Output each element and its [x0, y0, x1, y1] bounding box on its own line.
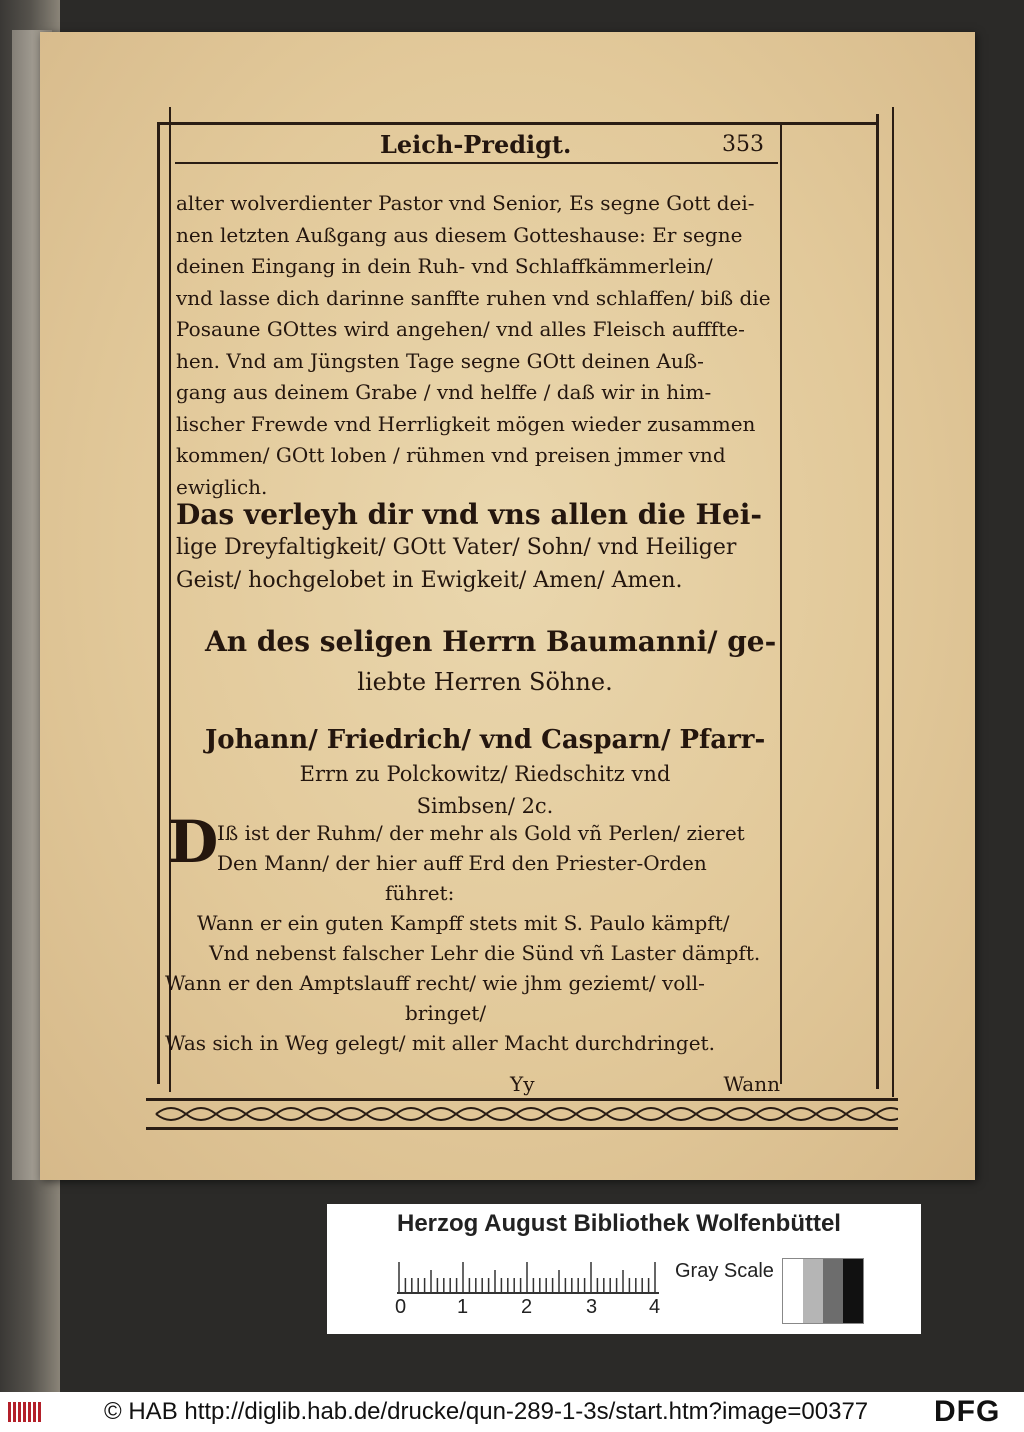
text-line: ewiglich.: [176, 474, 268, 499]
text-line: Das verleyh dir vnd vns allen die Hei-: [176, 498, 763, 531]
text-line: alter wolverdienter Pastor vnd Senior, Es segne Gott dei-: [176, 191, 755, 215]
text-line: lige Dreyfaltigkeit/ GOtt Vater/ Sohn/ vnd Heiliger: [176, 535, 737, 560]
poem-line: Wann er den Amptslauff recht/ wie jhm geziemt/ voll-: [165, 971, 705, 995]
swatch: [843, 1259, 863, 1323]
poem: [165, 818, 780, 1058]
text-line: nen letzten Außgang aus diesem Gotteshause: Er segne: [176, 222, 743, 247]
ornamental-border: [146, 1096, 898, 1132]
text-line: vnd lasse dich darinne sanffte ruhen vnd schlaffen/ biß die: [176, 285, 771, 310]
text-line: deinen Eingang in dein Ruh- vnd Schlaffkämmerlein/: [176, 254, 713, 278]
dedication-heading: [205, 622, 777, 702]
poem-line: Wann er ein guten Kampff stets mit S. Paulo kämpft/: [197, 911, 730, 935]
poem-line: bringet/: [405, 1001, 487, 1025]
heading-line: Errn zu Polckowitz/ Riedschitz vnd: [299, 762, 671, 786]
heading-line: Simbsen/ 2c.: [416, 794, 554, 818]
swatch: [783, 1259, 803, 1323]
ruler-number: 1: [457, 1296, 469, 1318]
color-reference-card: [327, 1204, 921, 1334]
frame-rule-right-outer: [892, 107, 894, 1097]
text-line: Geist/ hochgelobet in Ewigkeit/ Amen/ Amen.: [176, 568, 683, 593]
text-line: kommen/ GOtt loben / rühmen vnd preisen jmmer vnd: [176, 443, 726, 467]
frame-rule-right: [876, 114, 879, 1089]
text-line: hen. Vnd am Jüngsten Tage segne GOtt deinen Auß-: [176, 348, 704, 373]
drop-capital: D: [168, 808, 219, 876]
text-line: gang aus deinem Grabe / vnd helffe / daß wir in him-: [176, 380, 712, 404]
ruler-number: 4: [649, 1296, 661, 1318]
frame-rule-inner-right: [780, 124, 782, 1084]
heading-line: Johann/ Friedrich/ vnd Casparn/ Pfarr-: [205, 725, 766, 755]
footer-bar: [0, 1392, 1024, 1432]
grayscale-label: Gray Scale: [675, 1260, 774, 1282]
hab-logo-icon: [6, 1398, 46, 1426]
text-line: lischer Frewde vnd Herrligkeit mögen wieder zusammen: [176, 411, 756, 436]
head-rule: [175, 162, 778, 164]
frame-rule-left: [157, 124, 160, 1084]
ruler-number: 0: [395, 1296, 407, 1318]
poem-line: Iß ist der Ruhm/ der mehr als Gold vñ Perlen/ zieret: [217, 821, 745, 845]
swatch: [823, 1259, 843, 1323]
heading-line: An des seligen Herrn Baumanni/ ge-: [205, 625, 777, 658]
poem-line: Vnd nebenst falscher Lehr die Sünd vñ Laster dämpft.: [209, 941, 761, 965]
page-number: 353: [722, 132, 764, 157]
dfg-logo: DFG: [934, 1395, 1001, 1428]
sermon-body: [176, 188, 778, 503]
library-name: Herzog August Bibliothek Wolfenbüttel: [397, 1210, 841, 1237]
grayscale-swatches: [782, 1258, 864, 1324]
heading-line: liebte Herren Söhne.: [357, 668, 613, 696]
poem-line: Den Mann/ der hier auff Erd den Priester-Orden: [217, 851, 707, 875]
book-page: [40, 32, 975, 1180]
running-head: Leich-Predigt.: [380, 130, 572, 159]
recipients-heading: [205, 722, 765, 822]
closing-blessing: [176, 498, 778, 597]
catchword: Wann: [723, 1072, 780, 1096]
ruler-number: 2: [521, 1296, 533, 1318]
swatch: [803, 1259, 823, 1323]
footer-url-text: © HAB http://diglib.hab.de/drucke/qun-289-1-3s/start.htm?image=00377: [104, 1398, 869, 1425]
signature-mark: Yy: [510, 1072, 535, 1096]
frame-rule-top: [157, 122, 877, 125]
text-line: Posaune GOttes wird angehen/ vnd alles Fleisch aufffte-: [176, 317, 745, 341]
poem-line: führet:: [385, 881, 455, 905]
ruler-number: 3: [586, 1296, 598, 1318]
poem-line: Was sich in Weg gelegt/ mit aller Macht durchdringet.: [165, 1031, 715, 1055]
